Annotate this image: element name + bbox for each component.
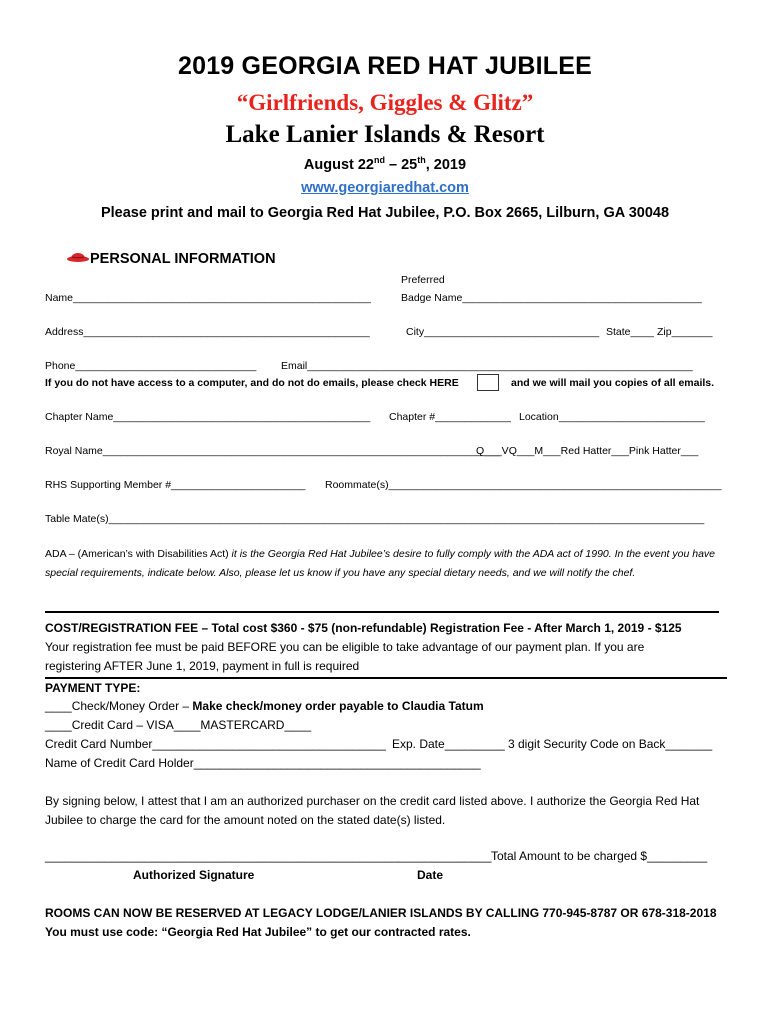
booking-code-notice: You must use code: “Georgia Red Hat Jubilee” to get our contracted rates.: [45, 925, 471, 939]
page-title: 2019 GEORGIA RED HAT JUBILEE: [177, 52, 593, 80]
website-link[interactable]: www.georgiaredhat.com: [301, 180, 469, 196]
event-subtitle: “Girlfriends, Giggles & Glitz”: [236, 90, 534, 115]
section-divider: [45, 611, 719, 613]
payment-plan-note-2: registering AFTER June 1, 2019, payment in full is required: [45, 659, 360, 673]
chapter-name-field[interactable]: Chapter Name____________________________________________: [45, 411, 371, 423]
date-label: Date: [417, 868, 444, 882]
rhs-member-field[interactable]: RHS Supporting Member #_______________________: [45, 479, 306, 491]
event-dates: August 22nd – 25th, 2019: [303, 155, 467, 173]
authorization-statement: By signing below, I attest that I am an authorized purchaser on the credit card listed above. I authorize the Georgia Red Hat Jubilee to charge the card for the amount noted on the stated date(s) listed.: [45, 794, 700, 827]
mail-copies-checkbox[interactable]: [477, 374, 499, 391]
preferred-label: Preferred: [401, 274, 445, 286]
name-field[interactable]: Name___________________________________________________: [45, 292, 371, 304]
payment-type-title: PAYMENT TYPE:: [45, 681, 141, 695]
badge-name-field[interactable]: Badge Name_________________________________________: [401, 292, 702, 304]
table-mates-field[interactable]: Table Mate(s)______________________________________________________________________________________________________: [45, 513, 705, 525]
email-field[interactable]: Email__________________________________________________________________: [281, 360, 693, 372]
ada-notice: ADA – (American’s with Disabilities Act) it is the Georgia Red Hat Jubilee’s desire to fully comply with the ADA act of 1990. In the event you have special requirements, indicate below. Also, please let us know if you have any special dietary needs, and we will notify the chef.: [45, 548, 716, 579]
exp-date-field[interactable]: Exp. Date_________: [392, 737, 505, 751]
credit-card-option[interactable]: ____Credit Card – VISA____MASTERCARD____: [45, 718, 312, 732]
mail-instructions: Please print and mail to Georgia Red Hat Jubilee, P.O. Box 2665, Lilburn, GA 30048: [100, 205, 670, 221]
card-number-field[interactable]: Credit Card Number___________________________________: [45, 737, 386, 751]
roommates-field[interactable]: Roommate(s)_________________________________________________________: [325, 479, 722, 491]
registration-fee: COST/REGISTRATION FEE – Total cost $360 - $75 (non-refundable) Registration Fee - After March 1, 2019 - $125: [45, 621, 682, 635]
section-divider: [45, 677, 727, 679]
no-computer-note-tail: and we will mail you copies of all emails.: [511, 377, 715, 389]
phone-field[interactable]: Phone_______________________________: [45, 360, 257, 372]
total-amount-field[interactable]: Total Amount to be charged $_________: [491, 849, 708, 863]
chapter-number-field[interactable]: Chapter #_____________: [389, 411, 512, 423]
red-hat-icon: [66, 247, 90, 263]
payment-plan-note: Your registration fee must be paid BEFORE you can be eligible to take advantage of our payment plan. If you are: [45, 640, 645, 654]
rooms-notice: ROOMS CAN NOW BE RESERVED AT LEGACY LODGE/LANIER ISLANDS BY CALLING 770-945-8787 OR 678-318-2018: [45, 906, 717, 920]
signature-label: Authorized Signature: [133, 868, 255, 882]
no-computer-note: If you do not have access to a computer, and do not do emails, please check HERE: [45, 377, 459, 389]
royal-title-options[interactable]: Q___VQ___M___Red Hatter___Pink Hatter___: [476, 445, 699, 457]
venue-name: Lake Lanier Islands & Resort: [225, 121, 545, 148]
address-field[interactable]: Address_________________________________________________: [45, 326, 370, 338]
section-title-personal: PERSONAL INFORMATION: [90, 251, 276, 267]
signature-line[interactable]: _____________________________________________________: [45, 849, 399, 863]
city-field[interactable]: City______________________________: [406, 326, 600, 338]
zip-field[interactable]: Zip_______: [657, 326, 713, 338]
location-field[interactable]: Location_________________________: [519, 411, 705, 423]
security-code-field[interactable]: 3 digit Security Code on Back_______: [508, 737, 713, 751]
check-option[interactable]: ____Check/Money Order – Make check/money order payable to Claudia Tatum: [45, 699, 484, 713]
royal-name-field[interactable]: Royal Name____________________________________________________________________: [45, 445, 500, 457]
card-holder-field[interactable]: Name of Credit Card Holder___________________________________________: [45, 756, 481, 770]
state-field[interactable]: State____: [606, 326, 654, 338]
date-line[interactable]: ______________: [398, 849, 492, 863]
